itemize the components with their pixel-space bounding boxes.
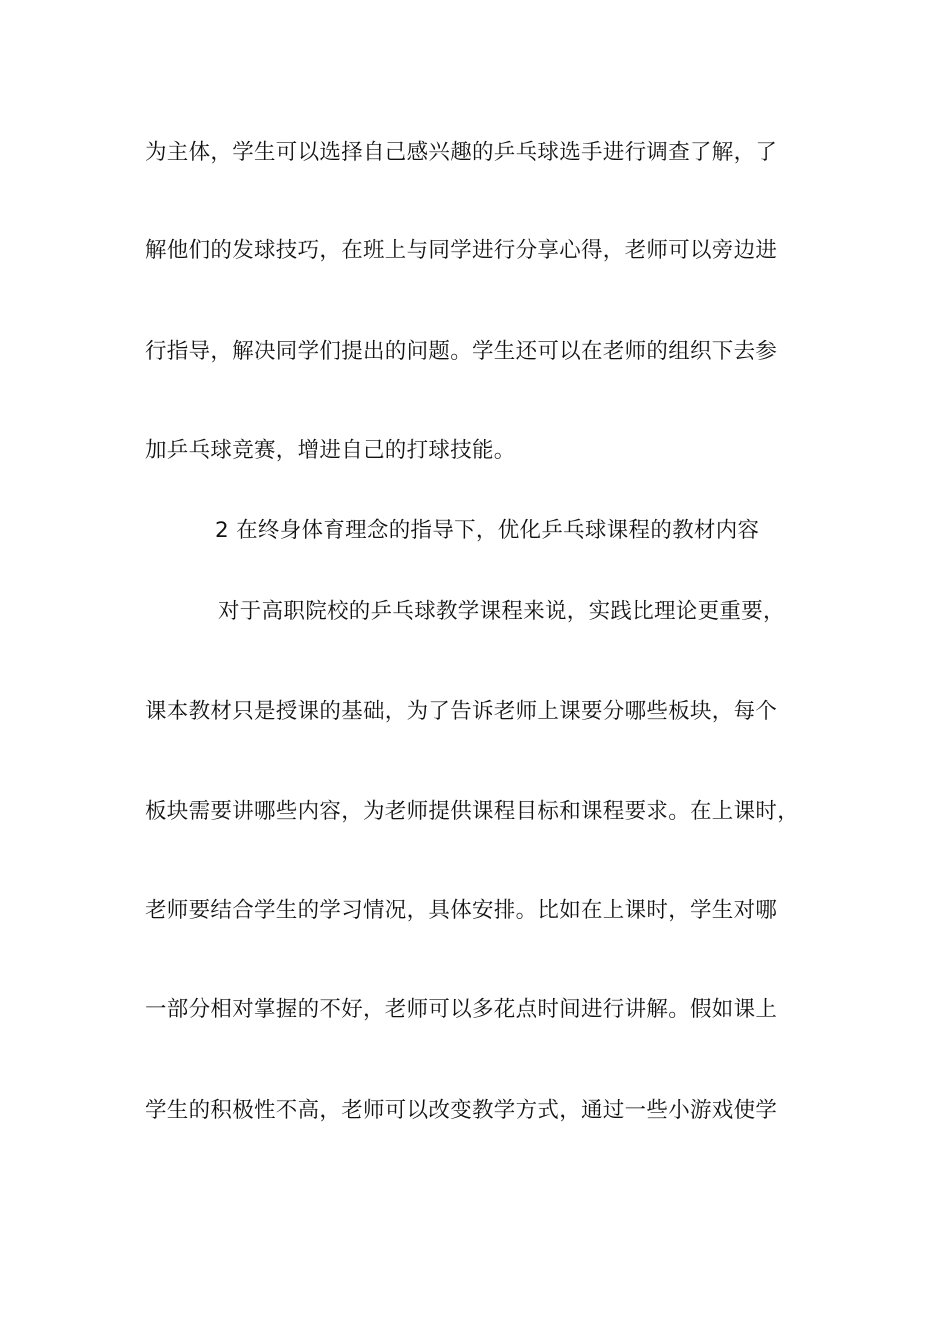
- body-text-line: 行指导，解决同学们提出的问题。学生还可以在老师的组织下去参: [145, 339, 778, 364]
- section-heading: 2 在终身体育理念的指导下，优化乒乓球课程的教材内容: [215, 518, 760, 543]
- body-text-line: 为主体，学生可以选择自己感兴趣的乒乓球选手进行调查了解，了: [145, 140, 778, 165]
- body-text-line: 解他们的发球技巧，在班上与同学进行分享心得，老师可以旁边进: [145, 238, 778, 263]
- body-text-line: 老师要结合学生的学习情况，具体安排。比如在上课时，学生对哪: [145, 898, 778, 923]
- body-text-line: 板块需要讲哪些内容，为老师提供课程目标和课程要求。在上课时，: [145, 799, 800, 824]
- body-text-line: 一部分相对掌握的不好，老师可以多花点时间进行讲解。假如课上: [145, 997, 778, 1022]
- body-text-line: 学生的积极性不高，老师可以改变教学方式，通过一些小游戏使学: [145, 1098, 778, 1123]
- body-text-line: 对于高职院校的乒乓球教学课程来说，实践比理论更重要，: [218, 599, 785, 624]
- body-text-line: 课本教材只是授课的基础，为了告诉老师上课要分哪些板块，每个: [145, 699, 778, 724]
- body-text-line: 加乒乓球竞赛，增进自己的打球技能。: [145, 438, 516, 463]
